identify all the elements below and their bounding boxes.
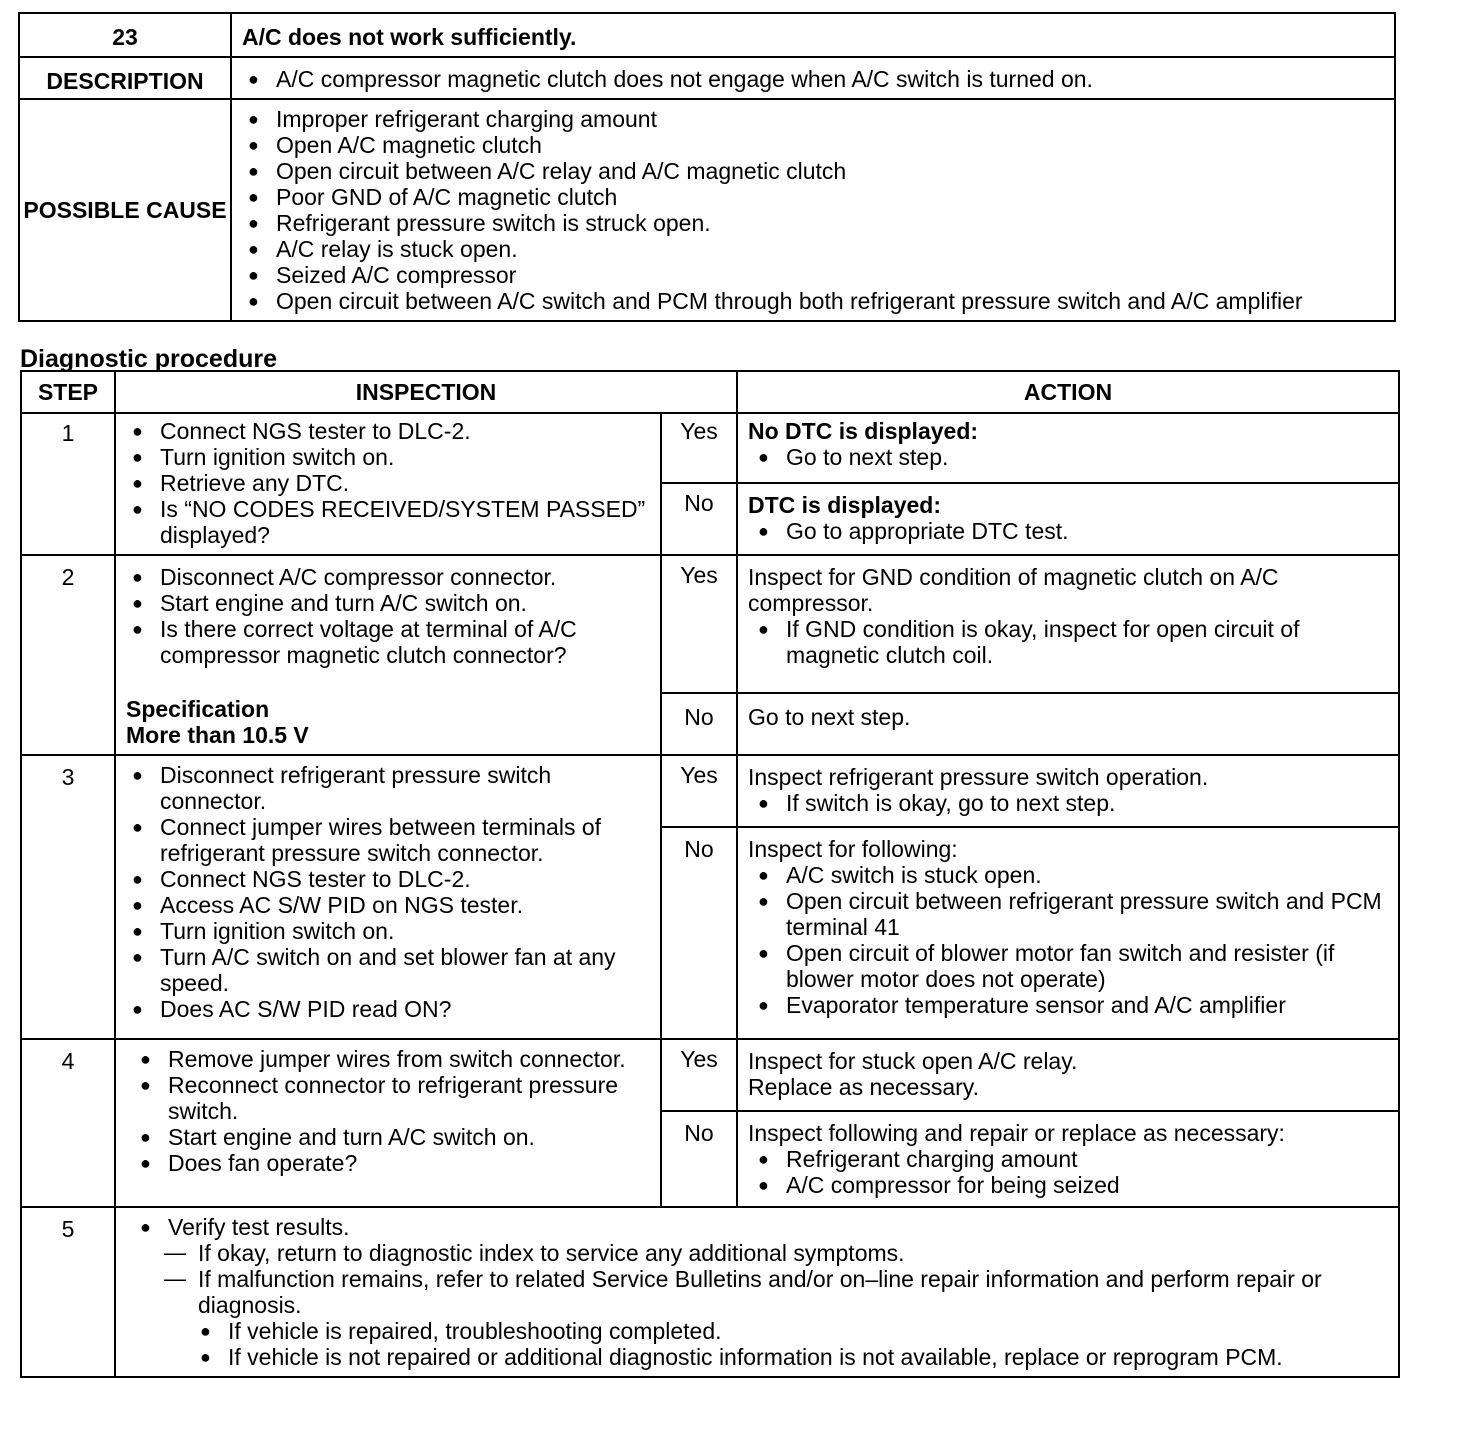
action-heading: DTC is displayed: [748, 492, 941, 518]
diagnostic-table [20, 370, 1400, 1378]
no-label: No [661, 483, 737, 555]
action-item: ● Refrigerant charging amount [752, 1146, 1388, 1172]
inspection-item: ● Reconnect connector to refrigerant pressure switch. [134, 1072, 650, 1124]
action-text: Inspect for following: [748, 836, 958, 862]
yes-label: Yes [661, 1039, 737, 1111]
action-heading: No DTC is displayed: [748, 418, 979, 444]
step-number: 4 [21, 1039, 115, 1207]
step-number: 2 [21, 555, 115, 755]
action-item: ● If GND condition is okay, inspect for open circuit of magnetic clutch coil. [752, 616, 1388, 668]
inspection-item: ● Disconnect A/C compressor connector. [126, 564, 650, 590]
yes-label: Yes [661, 555, 737, 693]
cause-item: ● Poor GND of A/C magnetic clutch [242, 184, 1384, 210]
cause-item: ● Open A/C magnetic clutch [242, 132, 1384, 158]
action-text: Inspect following and repair or replace as necessary: [748, 1120, 1285, 1146]
column-action: ACTION [737, 371, 1399, 413]
cause-item: ● A/C relay is stuck open. [242, 236, 1384, 262]
inspection-item: ● Connect NGS tester to DLC-2. [126, 418, 650, 444]
action-item: ● A/C compressor for being seized [752, 1172, 1388, 1198]
symptom-number: 23 [19, 13, 231, 57]
inspection-item: ● Retrieve any DTC. [126, 470, 650, 496]
cause-item: ● Refrigerant pressure switch is struck open. [242, 210, 1384, 236]
inspection-item: ● Connect jumper wires between terminals of refrigerant pressure switch connector. [126, 814, 650, 866]
action-item: ● Go to next step. [752, 444, 1388, 470]
action-text: Inspect for GND condition of magnetic clutch on A/C compressor. [748, 564, 1279, 616]
action-text: Inspect for stuck open A/C relay. [748, 1048, 1078, 1074]
step-number: 3 [21, 755, 115, 1039]
result-malfunction: — If malfunction remains, refer to related Service Bulletins and/or on–line repair information and perform repair or diagnosis. [164, 1266, 1388, 1318]
inspection-item: ● Start engine and turn A/C switch on. [126, 590, 650, 616]
no-label: No [661, 1111, 737, 1207]
action-text: Replace as necessary. [748, 1074, 979, 1100]
action-item: ● Open circuit of blower motor fan switch and resister (if blower motor does not operate) [752, 940, 1388, 992]
sub-result-item: ● If vehicle is not repaired or additional diagnostic information is not available, replace or reprogram PCM. [194, 1344, 1388, 1370]
yes-label: Yes [661, 413, 737, 483]
cause-item: ● Open circuit between A/C relay and A/C magnetic clutch [242, 158, 1384, 184]
no-label: No [661, 827, 737, 1039]
inspection-item: ● Does fan operate? [134, 1150, 650, 1176]
description-text: ● A/C compressor magnetic clutch does not engage when A/C switch is turned on. [242, 66, 1384, 92]
action-item: ● Open circuit between refrigerant pressure switch and PCM terminal 41 [752, 888, 1388, 940]
result-okay: — If okay, return to diagnostic index to service any additional symptoms. [164, 1240, 1388, 1266]
inspection-item: ● Turn A/C switch on and set blower fan at any speed. [126, 944, 650, 996]
sub-result-item: ● If vehicle is repaired, troubleshooting completed. [194, 1318, 1388, 1344]
possible-cause-label: POSSIBLE CAUSE [19, 99, 231, 321]
symptom-title: A/C does not work sufficiently. [231, 13, 1395, 57]
yes-label: Yes [661, 755, 737, 827]
inspection-item: ● Does AC S/W PID read ON? [126, 996, 650, 1022]
description-label: DESCRIPTION [19, 57, 231, 99]
symptom-header-table [18, 12, 1396, 322]
inspection-item: ● Disconnect refrigerant pressure switch connector. [126, 762, 650, 814]
inspection-item: ● Access AC S/W PID on NGS tester. [126, 892, 650, 918]
step-number: 1 [21, 413, 115, 555]
inspection-item: ● Remove jumper wires from switch connector. [134, 1046, 650, 1072]
action-text: Go to next step. [737, 693, 1399, 755]
action-item: ● Evaporator temperature sensor and A/C amplifier [752, 992, 1388, 1018]
action-item: ● Go to appropriate DTC test. [752, 518, 1388, 544]
inspection-item: ● Is there correct voltage at terminal of A/C compressor magnetic clutch connector? [126, 616, 650, 668]
cause-list [242, 106, 1384, 314]
verify-item: ● Verify test results. [134, 1214, 1388, 1240]
action-item: ● A/C switch is stuck open. [752, 862, 1388, 888]
specification-value: More than 10.5 V [126, 722, 309, 748]
inspection-item: ● Connect NGS tester to DLC-2. [126, 866, 650, 892]
cause-item: ● Seized A/C compressor [242, 262, 1384, 288]
inspection-item: ● Start engine and turn A/C switch on. [134, 1124, 650, 1150]
inspection-item: ● Turn ignition switch on. [126, 918, 650, 944]
step-number: 5 [21, 1207, 115, 1377]
diagnostic-procedure-title: Diagnostic procedure [20, 345, 277, 373]
column-inspection: INSPECTION [115, 371, 737, 413]
action-text: Inspect refrigerant pressure switch operation. [748, 764, 1209, 790]
cause-item: ● Improper refrigerant charging amount [242, 106, 1384, 132]
inspection-item: ● Is “NO CODES RECEIVED/SYSTEM PASSED” displayed? [126, 496, 650, 548]
no-label: No [661, 693, 737, 755]
inspection-item: ● Turn ignition switch on. [126, 444, 650, 470]
column-step: STEP [21, 371, 115, 413]
action-item: ● If switch is okay, go to next step. [752, 790, 1388, 816]
specification-label: Specification [126, 696, 270, 722]
cause-item: ● Open circuit between A/C switch and PCM through both refrigerant pressure switch and A/C amplifier [242, 288, 1384, 314]
